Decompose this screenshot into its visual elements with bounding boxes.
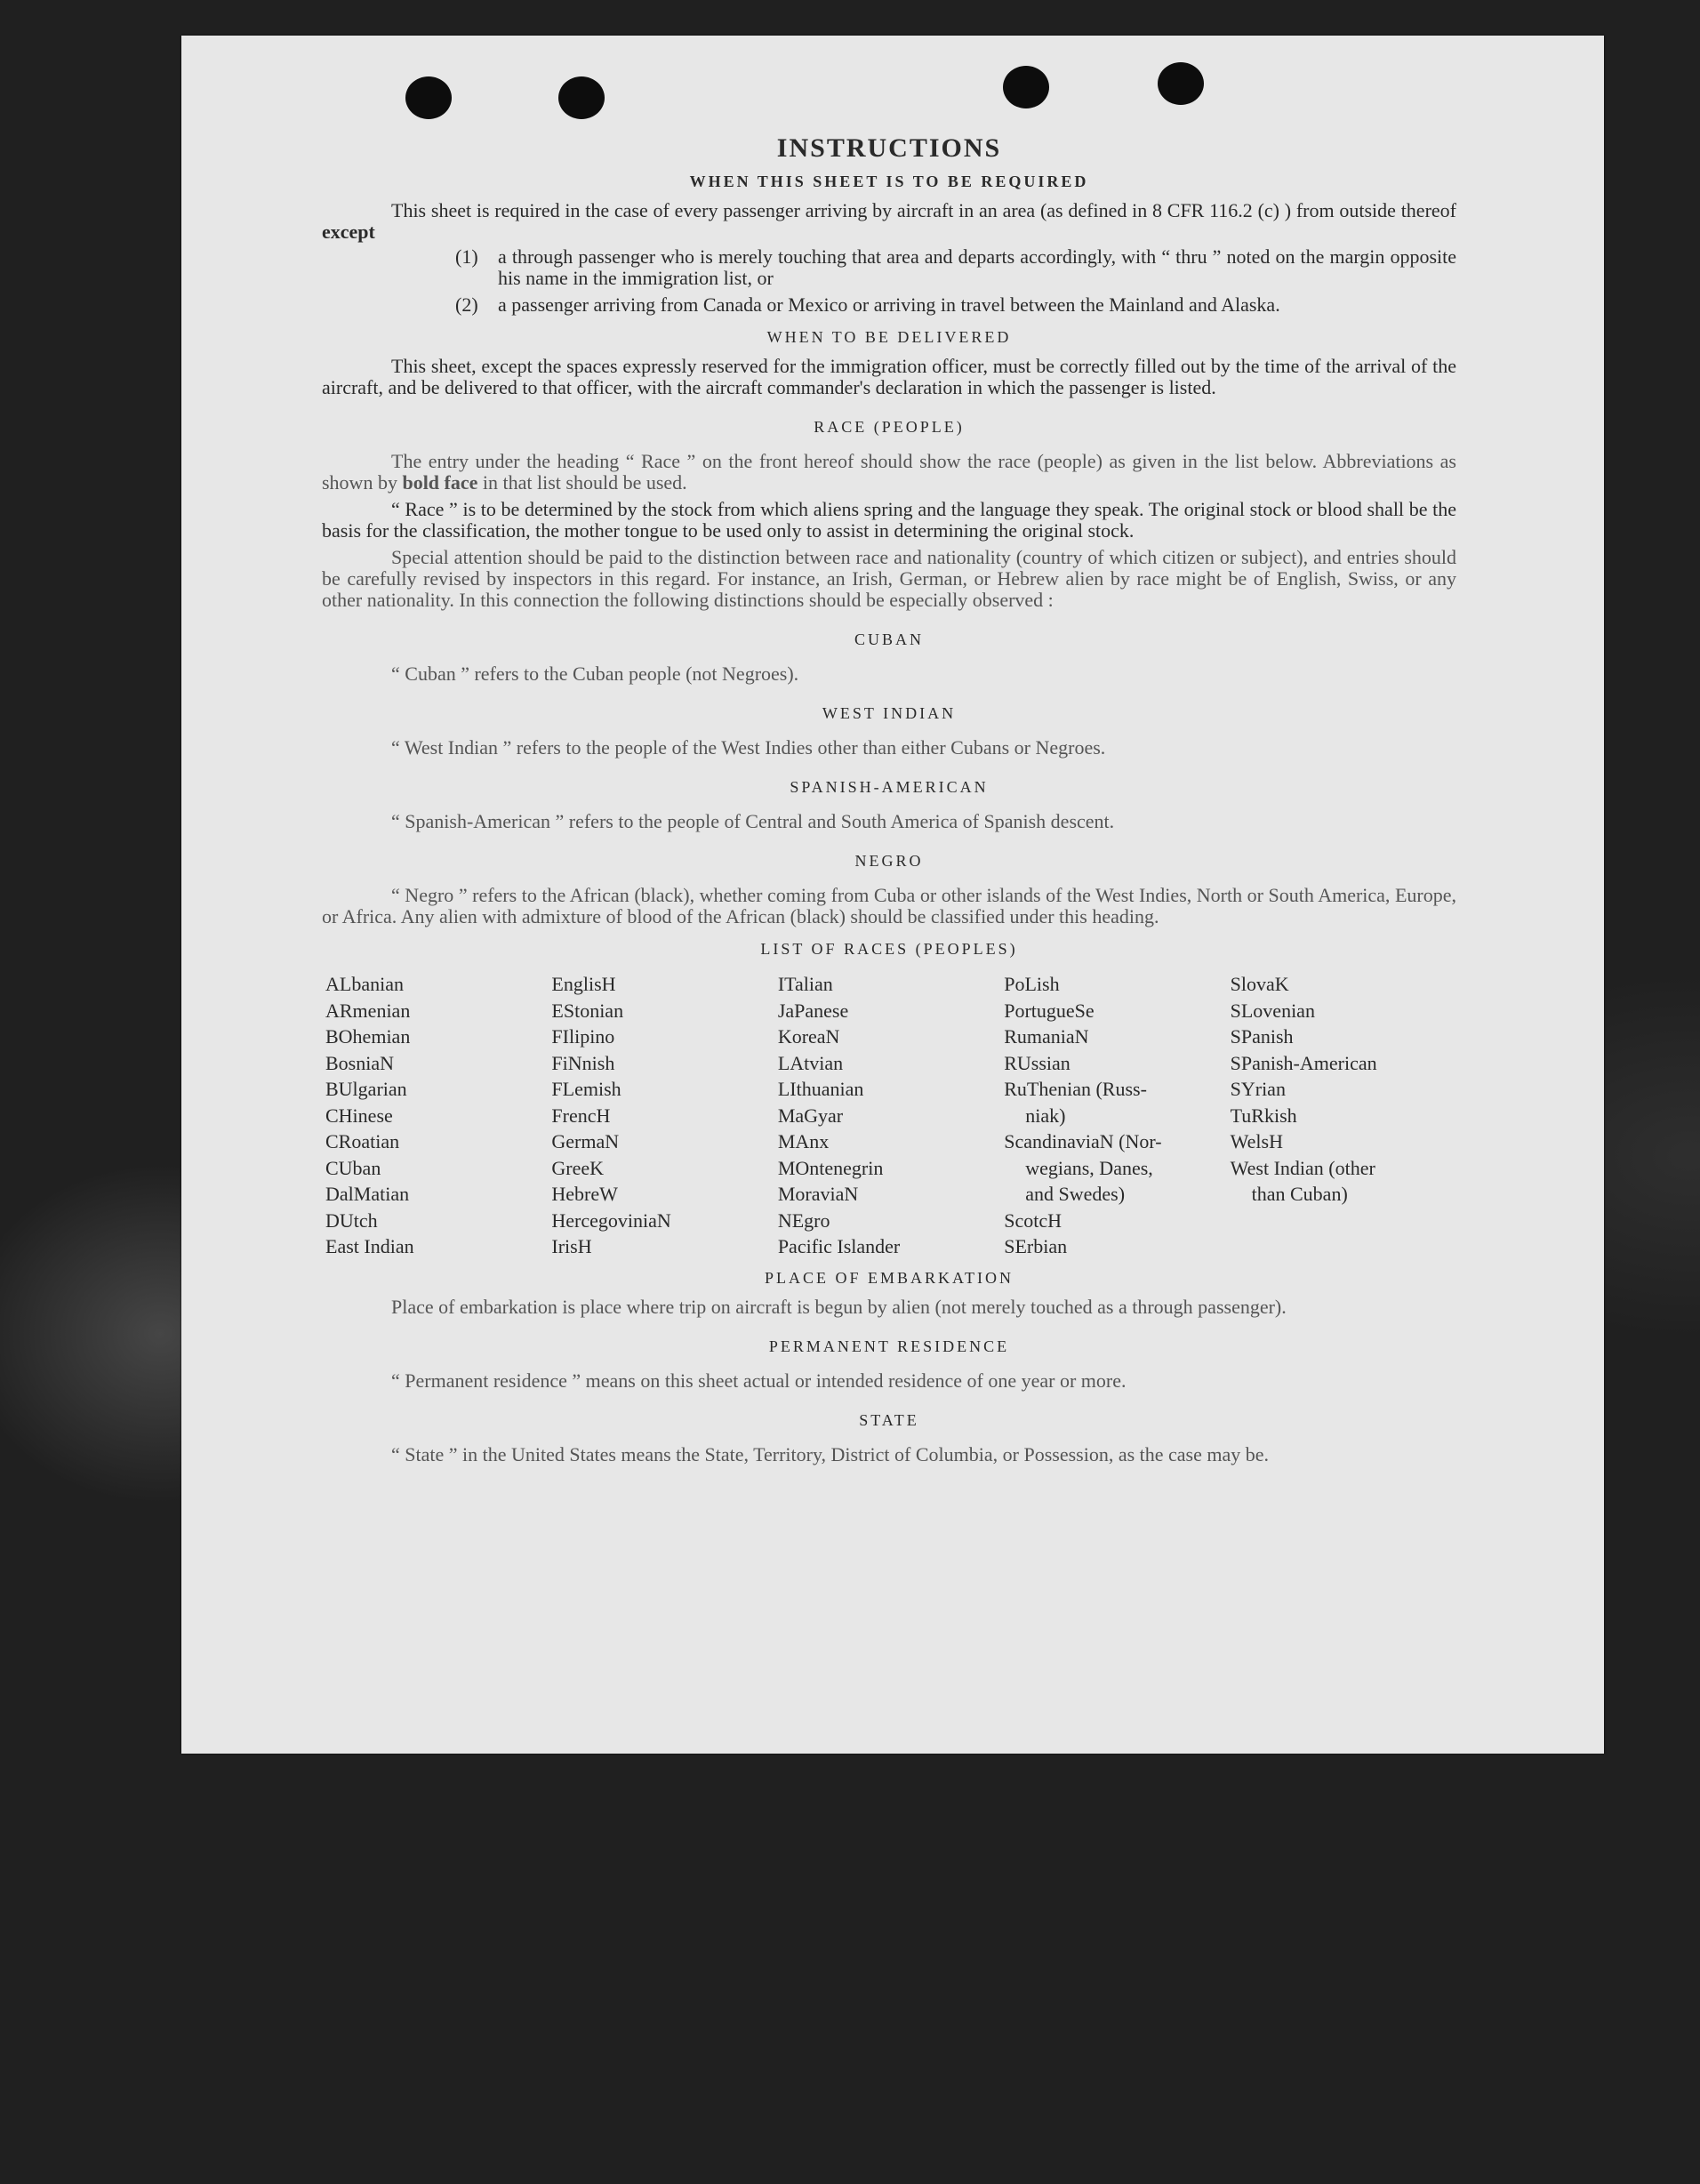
race-entry: GreeK xyxy=(551,1156,605,1179)
race-entry: CHinese xyxy=(325,1104,393,1127)
document-sheet xyxy=(181,36,1604,1754)
section-heading-state: STATE xyxy=(859,1410,919,1429)
place-of-embarkation-text: Place of embarkation is place where trip on aircraft is begun by alien (not merely touched as a through passenger). xyxy=(391,1295,1287,1318)
race-entry: CRoatian xyxy=(325,1130,400,1152)
race-entry: FiNnish xyxy=(551,1051,615,1074)
races-column xyxy=(325,971,551,1260)
race-entry: wegians, Danes, xyxy=(1025,1156,1153,1179)
race-entry: EnglisH xyxy=(551,973,616,995)
race-entry: IrisH xyxy=(551,1235,592,1257)
races-list xyxy=(325,971,1456,1260)
race-paragraph-1: The entry under the heading “ Race ” on the front hereof should show the race (people) as given in the list below. Abbreviations as shown by bold face in that list should be used. xyxy=(322,450,1456,494)
race-entry: HebreW xyxy=(551,1183,618,1205)
race-entry: DalMatian xyxy=(325,1183,410,1205)
page-title: INSTRUCTIONS xyxy=(776,133,1002,163)
race-entry: WelsH xyxy=(1230,1130,1283,1152)
race-paragraph-3: Special attention should be paid to the distinction between race and nationality (country of which citizen or subject), and entries should be carefully revised by inspectors in this regard. For instance, an Irish, German, or Hebrew alien by race might be of English, Swiss, or any other nationality. In this connection the following distinctions should be especially observed : xyxy=(322,546,1456,611)
race-entry: SErbian xyxy=(1004,1235,1068,1257)
race-entry: LIthuanian xyxy=(777,1078,864,1100)
section-heading-permanent-residence: PERMANENT RESIDENCE xyxy=(768,1337,1010,1355)
race-entry: EStonian xyxy=(551,999,624,1022)
section-heading-negro: NEGRO xyxy=(854,852,924,870)
when-delivered-text: This sheet, except the spaces expressly reserved for the immigration officer, must be correctly filled out by the time of the arrival of the aircraft, and be delivered to that officer, with the aircraft commander's declaration in which the passenger is listed. xyxy=(322,355,1456,398)
race-entry: East Indian xyxy=(325,1235,414,1257)
race-entry: FLemish xyxy=(551,1078,621,1100)
races-column xyxy=(551,971,777,1260)
race-entry: HercegoviniaN xyxy=(551,1208,671,1232)
state-text: “ State ” in the United States means the State, Territory, District of Columbia, or Possession, as the case may be. xyxy=(391,1442,1270,1465)
race-entry: SPanish-American xyxy=(1230,1051,1377,1074)
section-heading-spanish-american: SPANISH-AMERICAN xyxy=(790,778,989,796)
exceptions-list xyxy=(455,246,1456,316)
punch-hole xyxy=(1158,62,1204,105)
race-entry: SYrian xyxy=(1230,1078,1286,1100)
spanish-american-text: “ Spanish-American ” refers to the people of Central and South America of Spanish descent. xyxy=(391,810,1115,832)
race-entry: than Cuban) xyxy=(1251,1183,1348,1205)
race-entry: BosniaN xyxy=(325,1051,394,1074)
race-entry: PortugueSe xyxy=(1004,999,1095,1022)
section-heading-west-indian: WEST INDIAN xyxy=(822,704,957,722)
race-entry: RUssian xyxy=(1004,1051,1071,1074)
race-entry: niak) xyxy=(1025,1104,1066,1127)
race-entry: GermaN xyxy=(551,1130,620,1152)
races-column xyxy=(1231,971,1456,1260)
punch-hole xyxy=(405,76,452,119)
races-column xyxy=(778,971,1004,1260)
race-entry: TuRkish xyxy=(1230,1104,1297,1127)
race-entry: BUlgarian xyxy=(325,1078,407,1100)
race-entry: SPanish xyxy=(1230,1025,1294,1048)
section-heading-place-of-embarkation: PLACE OF EMBARKATION xyxy=(764,1268,1014,1287)
race-entry: RuThenian (Russ- xyxy=(1004,1078,1147,1100)
permanent-residence-text: “ Permanent residence ” means on this sheet actual or intended residence of one year or more. xyxy=(391,1369,1127,1392)
section-heading-cuban: CUBAN xyxy=(854,630,924,648)
section-heading-list-of-races: LIST OF RACES (PEOPLES) xyxy=(760,940,1018,958)
race-entry: DUtch xyxy=(325,1208,378,1232)
negro-text: “ Negro ” refers to the African (black), whether coming from Cuba or other islands of the West Indies, North or South America, Europe, or Africa. Any alien with admixture of blood of the African (black) should be classified under this heading. xyxy=(322,884,1456,927)
punch-hole xyxy=(1003,66,1049,108)
section-heading-when-delivered: WHEN TO BE DELIVERED xyxy=(766,328,1012,346)
race-entry: KoreaN xyxy=(777,1025,840,1048)
race-entry: SlovaK xyxy=(1230,973,1289,995)
punch-hole xyxy=(558,76,605,119)
races-column xyxy=(1004,971,1230,1260)
cuban-text: “ Cuban ” refers to the Cuban people (not Negroes). xyxy=(391,662,799,685)
race-entry: MAnx xyxy=(777,1130,830,1152)
list-item: (1) a through passenger who is merely touching that area and departs accordingly, with “ thru ” noted on the margin opposite his name in the immigration list, or xyxy=(455,245,1456,289)
race-entry: RumaniaN xyxy=(1004,1025,1089,1048)
list-item: (2) a passenger arriving from Canada or Mexico or arriving in travel between the Mainland and Alaska. xyxy=(455,293,1280,316)
race-entry: JaPanese xyxy=(777,999,849,1022)
section-heading-when-required: WHEN THIS SHEET IS TO BE REQUIRED xyxy=(689,173,1089,190)
race-entry: FrencH xyxy=(551,1104,611,1127)
race-entry: and Swedes) xyxy=(1025,1183,1126,1205)
race-entry: ITalian xyxy=(777,973,833,995)
when-required-intro: This sheet is required in the case of every passenger arriving by aircraft in an area (as defined in 8 CFR 116.2 (c) ) from outside thereof except xyxy=(322,199,1456,243)
race-entry: FIlipino xyxy=(551,1025,615,1048)
race-entry: ScandinaviaN (Nor- xyxy=(1004,1130,1162,1152)
race-entry: Pacific Islander xyxy=(777,1235,901,1257)
race-entry: ARmenian xyxy=(325,999,411,1022)
race-entry: LAtvian xyxy=(777,1051,844,1074)
instructions-content xyxy=(322,133,1456,1465)
race-entry: CUban xyxy=(325,1156,381,1179)
west-indian-text: “ West Indian ” refers to the people of the West Indies other than either Cubans or Negroes. xyxy=(391,736,1106,759)
race-entry: MOntenegrin xyxy=(777,1156,884,1179)
section-heading-race: RACE (PEOPLE) xyxy=(814,418,965,436)
race-entry: PoLish xyxy=(1004,973,1060,995)
race-entry: ALbanian xyxy=(325,973,404,995)
race-entry: West Indian (other xyxy=(1230,1156,1375,1179)
race-entry: SLovenian xyxy=(1230,999,1315,1022)
race-entry: MaGyar xyxy=(777,1104,844,1127)
race-entry: MoraviaN xyxy=(777,1183,859,1205)
race-entry: NEgro xyxy=(777,1208,830,1232)
race-entry: BOhemian xyxy=(325,1025,411,1048)
race-entry: ScotcH xyxy=(1004,1208,1062,1232)
race-paragraph-2: “ Race ” is to be determined by the stock from which aliens spring and the language they speak. The original stock or blood shall be the basis for the classification, the mother tongue to be used only to assist in determining the original stock. xyxy=(322,498,1456,542)
